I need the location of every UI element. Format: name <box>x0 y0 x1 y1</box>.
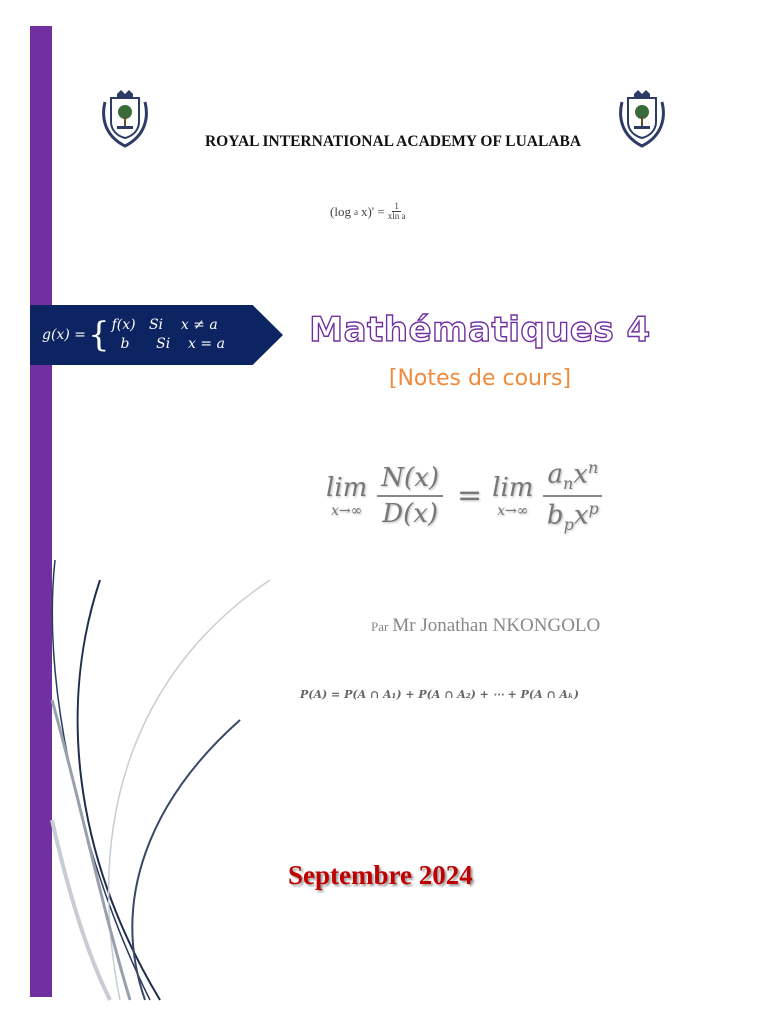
author-name: Mr Jonathan NKONGOLO <box>392 615 601 636</box>
piecewise-case-1: f(x) Si x ≠ a <box>111 317 218 333</box>
document-subtitle: [Notes de cours] <box>388 366 572 391</box>
left-numerator: N(x) <box>377 463 443 497</box>
right-denominator <box>547 497 599 534</box>
power-n: n <box>587 458 599 477</box>
lim-word: lim <box>492 472 534 503</box>
piecewise-lhs: g(x) = <box>42 326 86 343</box>
right-numerator <box>543 458 602 497</box>
lim-subscript: x→∞ <box>497 502 529 519</box>
limit-left <box>326 473 367 519</box>
document-title: Mathématiques 4 <box>309 310 651 350</box>
limit-left-fraction <box>377 463 443 529</box>
author-prefix: Par <box>371 619 389 634</box>
brace-icon: { <box>87 315 110 355</box>
piecewise-case-2: b Si x = a <box>111 336 225 352</box>
limit-right-fraction <box>543 458 602 534</box>
log-fraction <box>388 202 406 221</box>
equals-sign: = <box>457 478 483 514</box>
piecewise-cases <box>112 316 225 354</box>
limit-right <box>492 473 533 519</box>
lim-subscript: x→∞ <box>331 502 363 519</box>
coef-a-sub: n <box>562 473 574 493</box>
left-denominator: D(x) <box>382 498 439 529</box>
coef-b-sub: p <box>563 514 574 534</box>
log-left: (log <box>330 203 351 219</box>
coef-b: b <box>546 500 564 531</box>
var-x: x <box>573 500 589 531</box>
coef-a: a <box>547 459 563 490</box>
limit-formula <box>326 458 606 534</box>
var-x: x <box>573 459 588 490</box>
power-p: p <box>588 498 599 518</box>
lim-word: lim <box>326 472 368 503</box>
school-name: ROYAL INTERNATIONAL ACADEMY OF LUALABA <box>204 133 582 150</box>
piecewise-formula <box>42 316 225 354</box>
log-denominator: xln a <box>387 211 406 221</box>
log-right: x)' = <box>360 203 385 219</box>
author-line <box>371 615 600 637</box>
log-numerator: 1 <box>394 201 399 211</box>
log-derivative-formula <box>330 202 405 221</box>
probability-formula: P(A) = P(A ∩ A₁) + P(A ∩ A₂) + ⋯ + P(A ∩ Aₖ) <box>300 688 579 701</box>
publication-date: Septembre 2024 <box>288 860 473 890</box>
log-base: a <box>353 206 358 217</box>
